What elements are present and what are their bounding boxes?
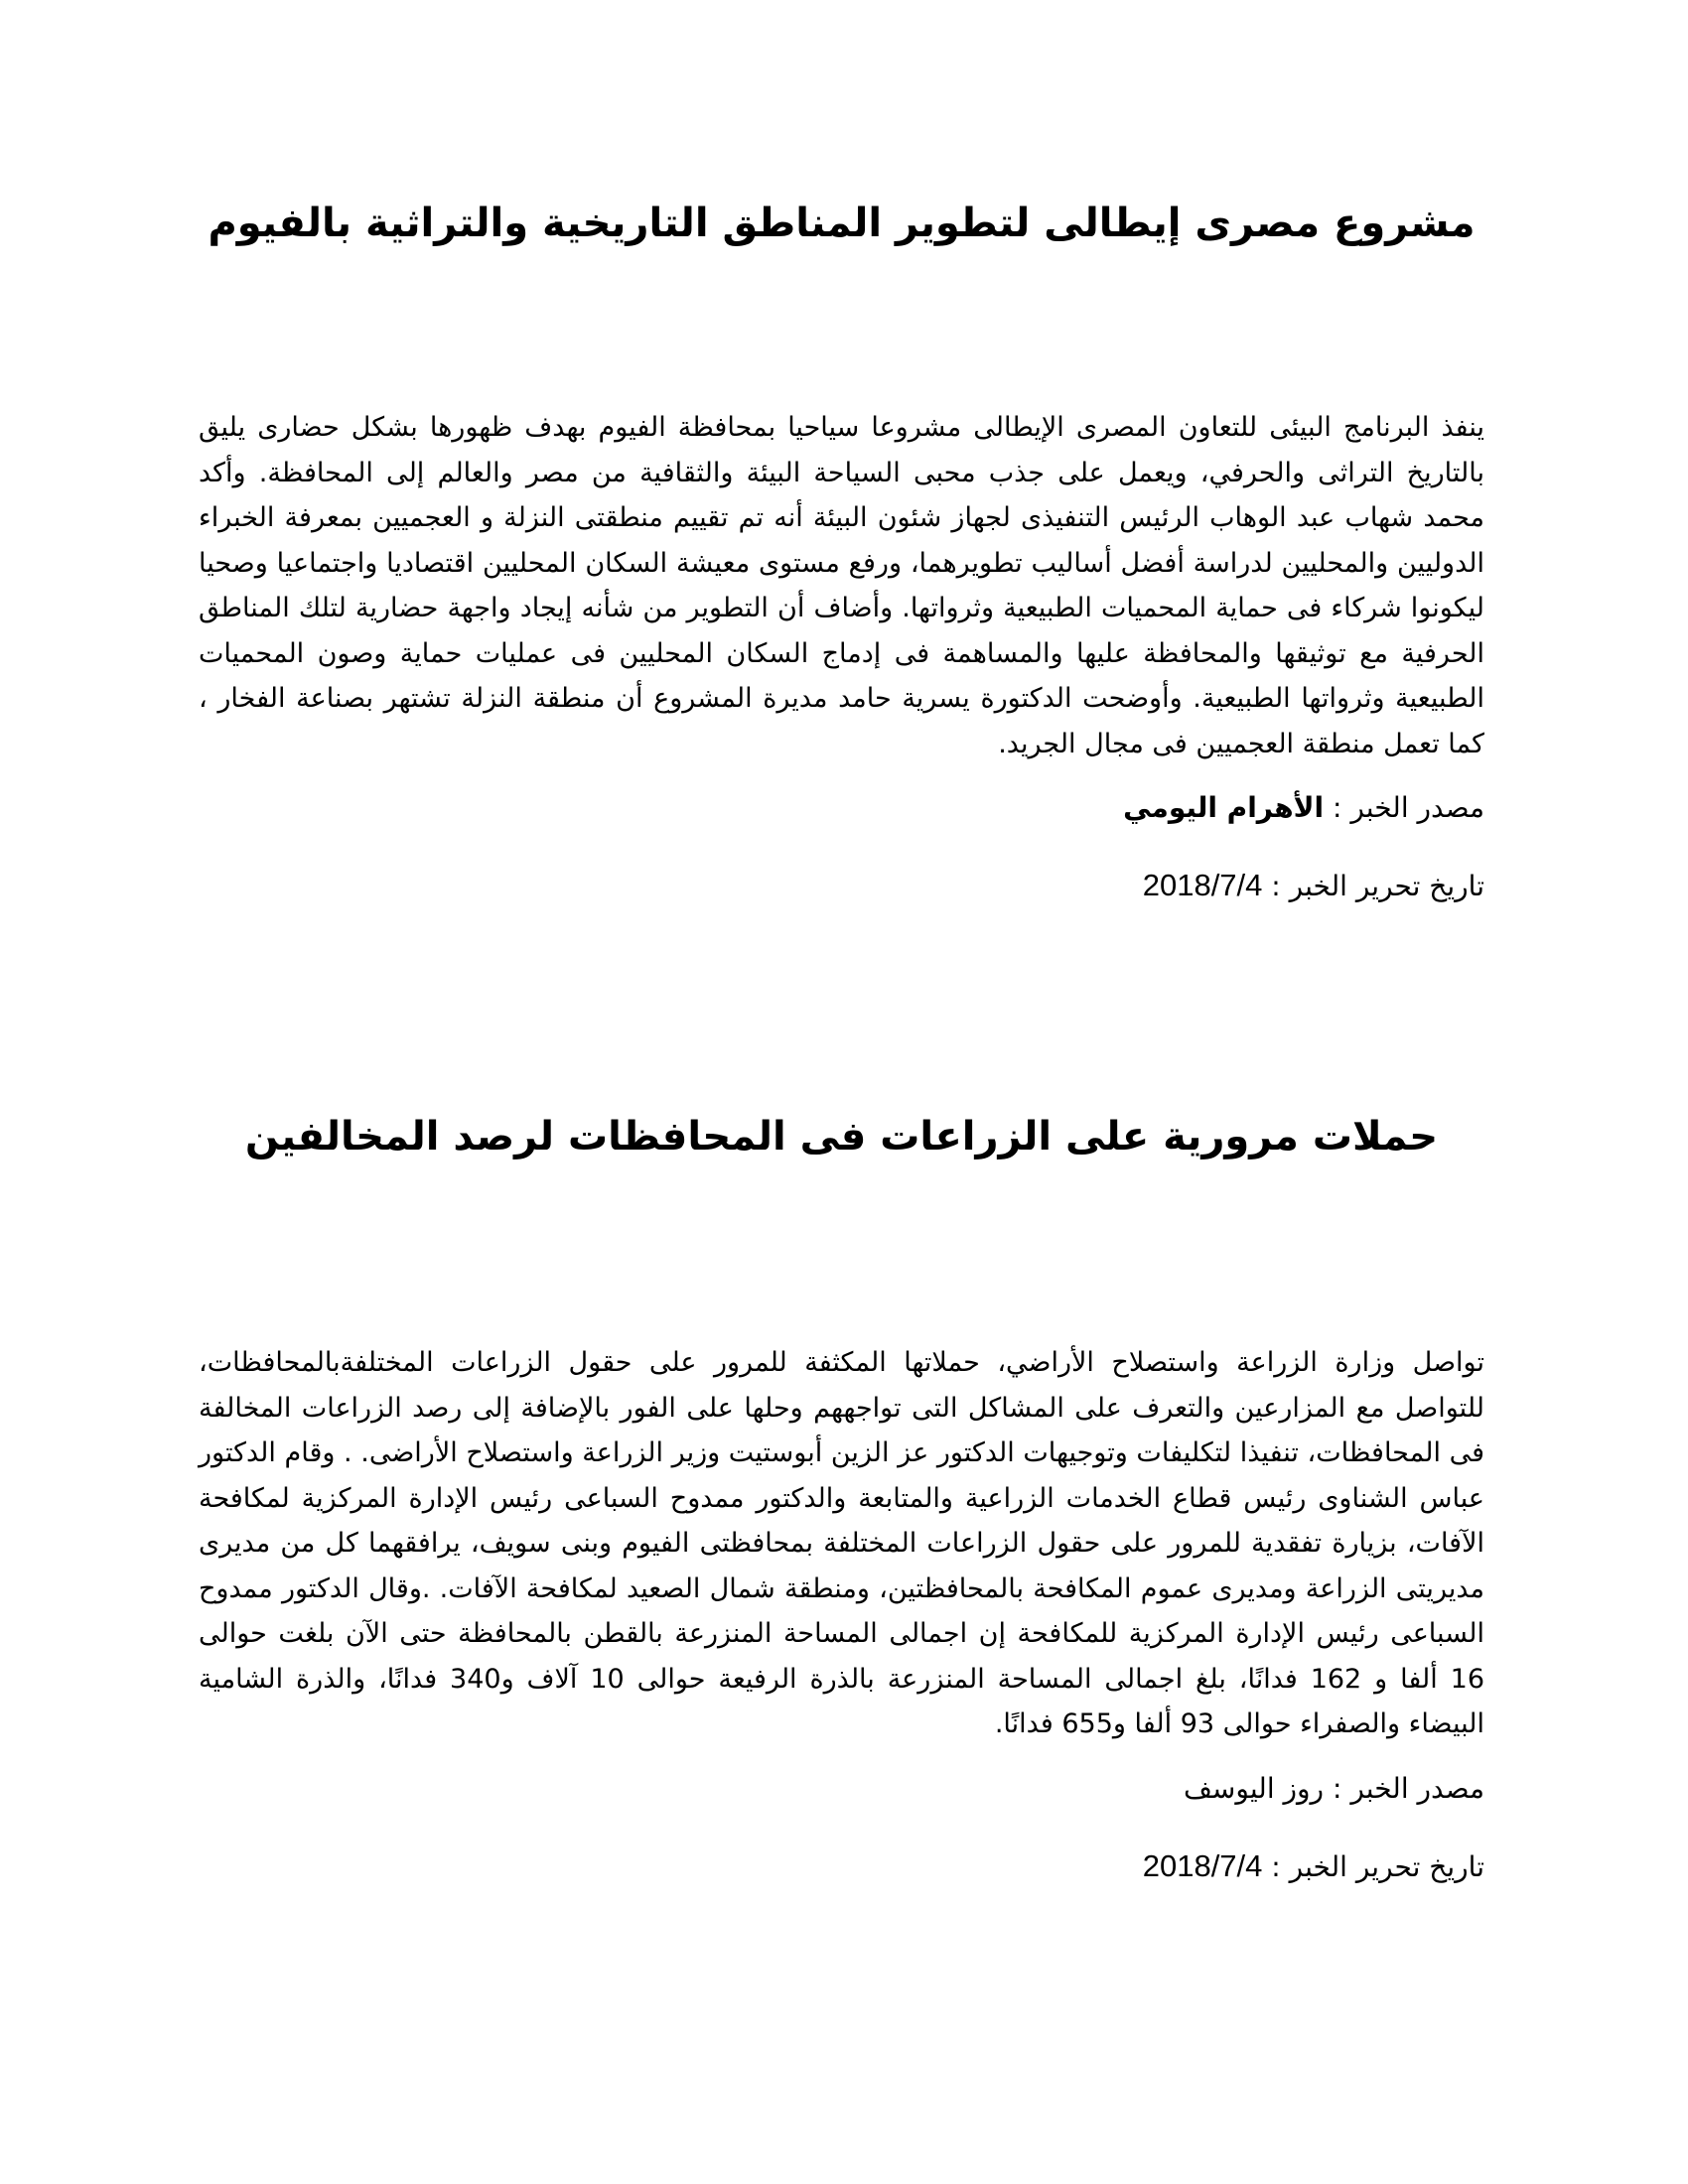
date-label: تاريخ تحرير الخبر :: [1262, 1849, 1484, 1883]
source-value: الأهرام اليومي: [1123, 791, 1325, 824]
article-headline: مشروع مصرى إيطالى لتطوير المناطق التاريخية والتراثية بالفيوم: [208, 201, 1476, 246]
source-label: مصدر الخبر :: [1324, 1771, 1484, 1805]
article-body: ينفذ البرنامج البيئى للتعاون المصرى الإيطالى مشروعا سياحيا بمحافظة الفيوم بهدف ظهورها بشكل حضارى يليق بالتاريخ التراثى والحرفي، ويعمل على جذب محبى السياحة البيئة والثقافية من مصر والعالم إلى المحافظة. وأكد محمد شهاب عبد الوهاب الرئيس التنفيذى لجهاز شئون البيئة أنه تم تقييم منطقتى النزلة و العجميين بمعرفة الخبراء الدوليين والمحليين لدراسة أفضل أساليب تطويرهما، ورفع مستوى معيشة السكان المحليين اقتصاديا واجتماعيا وصحيا ليكونوا شركاء فى حماية المحميات الطبيعية وثرواتها. وأضاف أن التطوير من شأنه إيجاد واجهة حضارية لتلك المناطق الحرفية مع توثيقها والمحافظة عليها والمساهمة فى إدماج السكان المحليين فى عمليات حماية وصون المحميات الطبيعية وثرواتها الطبيعية. وأوضحت الدكتورة يسرية حامد مديرة المشروع أن منطقة النزلة تشتهر بصناعة الفخار ، كما تعمل منطقة العجميين فى مجال الجريد.: [199, 412, 1484, 759]
news-article: [199, 189, 1484, 906]
date-label: تاريخ تحرير الخبر :: [1262, 870, 1484, 902]
article-source: [199, 788, 1484, 828]
article-source: [199, 1769, 1484, 1809]
article-body: تواصل وزارة الزراعة واستصلاح الأراضي، حملاتها المكثفة للمرور على حقول الزراعات المختلفةبالمحافظات، للتواصل مع المزارعين والتعرف على المشاكل التى تواجههم وحلها على الفور بالإضافة إلى رصد الزراعات المخالفة فى المحافظات، تنفيذا لتكليفات وتوجيهات الدكتور عز الزين أبوستيت وزير الزراعة واستصلاح الأراضى. . وقام الدكتور عباس الشناوى رئيس قطاع الخدمات الزراعية والمتابعة والدكتور ممدوح السباعى رئيس الإدارة المركزية لمكافحة الآفات، بزيارة تفقدية للمرور على حقول الزراعات المختلفة بمحافظتى الفيوم وبنى سويف، يرافقهما كل من مديرى مديريتى الزراعة ومديرى عموم المكافحة بالمحافظتين، ومنطقة شمال الصعيد لمكافحة الآفات. .وقال الدكتور ممدوح السباعى رئيس الإدارة المركزية للمكافحة إن اجمالى المساحة المنزرعة بالقطن بالمحافظة حتى الآن بلغت حوالى 16 ألفا و 162 فدانًا، بلغ اجمالى المساحة المنزرعة بالذرة الرفيعة حوالى 10 آلاف و340 فدانًا، والذرة الشامية البيضاء والصفراء حوالى 93 ألفا و655 فدانًا.: [199, 1347, 1484, 1739]
date-value: 2018/7/4: [1142, 868, 1263, 902]
article-headline: حملات مرورية على الزراعات فى المحافظات لرصد المخالفين: [244, 1114, 1439, 1160]
source-value: روز اليوسف: [1183, 1771, 1325, 1805]
date-value: 2018/7/4: [1142, 1847, 1263, 1883]
news-article: [199, 1102, 1484, 1887]
article-date: [199, 1846, 1484, 1887]
source-label: مصدر الخبر :: [1324, 791, 1484, 824]
article-date: [199, 866, 1484, 906]
